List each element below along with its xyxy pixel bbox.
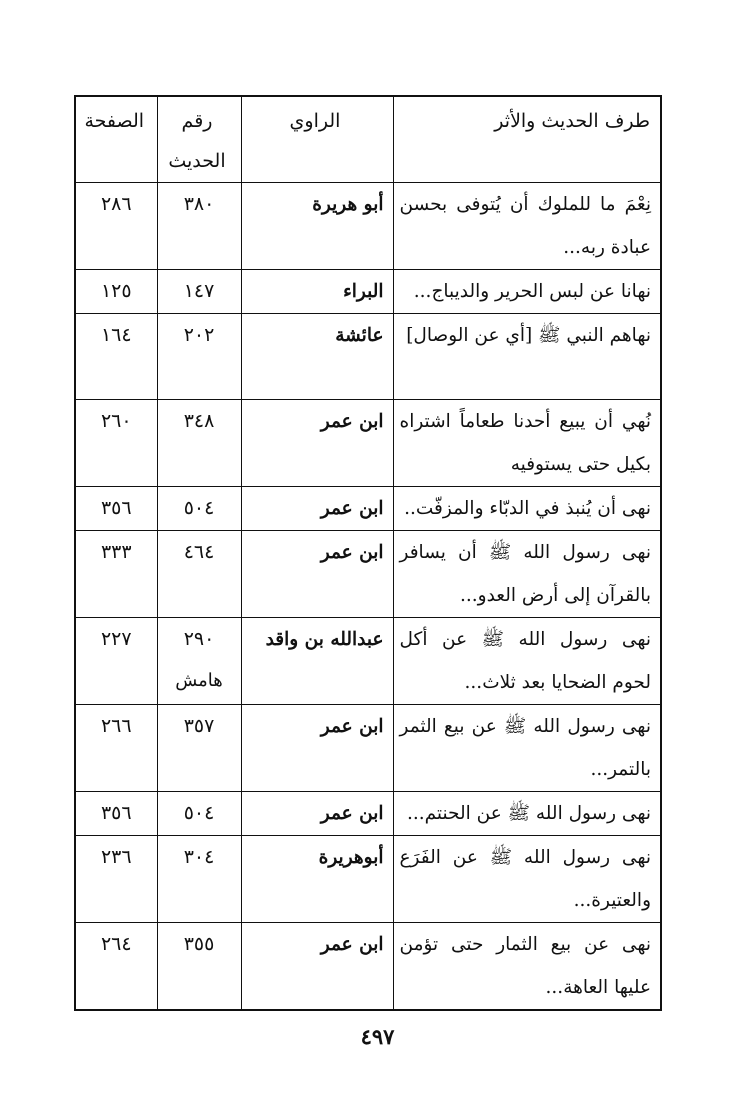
table-row [75,922,661,1010]
hadith-cell: نُهي أن يبيع أحدنا طعاماً اشتراه بكيل حتى يستوفيه [393,399,661,486]
table-row [75,486,661,530]
hadith-number-cell: ٥٠٤ [157,791,241,835]
page-cell: ٣٣٣ [75,530,157,617]
hadith-number-cell: ٣٤٨ [157,399,241,486]
rawi-cell: ابن عمر [241,922,393,1010]
page-cell: ١٢٥ [75,269,157,313]
table-row [75,182,661,269]
hadith-number-cell: ٣٥٥ [157,922,241,1010]
page-cell: ٣٥٦ [75,486,157,530]
rawi-cell: عبدالله بن واقد [241,617,393,704]
hadith-cell: نهى أن يُنبذ في الدبّاء والمزفّت.. [393,486,661,530]
hadith-cell: نهى رسول الله ﷺ عن الحنتم... [393,791,661,835]
table-row [75,617,661,704]
hadith-cell: نهى عن بيع الثمار حتى تؤمن عليها العاهة... [393,922,661,1010]
page-cell: ٢٣٦ [75,835,157,922]
table-row [75,313,661,399]
hadith-cell: نهى رسول الله ﷺ عن بيع الثمر بالتمر... [393,704,661,791]
hadith-cell: نهانا عن لبس الحرير والديباج... [393,269,661,313]
table-row [75,530,661,617]
header-hadith-number: رقم الحديث [157,96,241,182]
rawi-cell: أبو هريرة [241,182,393,269]
page-cell: ٣٥٦ [75,791,157,835]
hadith-cell: نهى رسول الله ﷺ عن أكل لحوم الضحايا بعد ثلاث... [393,617,661,704]
page-cell: ٢٦٤ [75,922,157,1010]
rawi-cell: ابن عمر [241,486,393,530]
page-cell: ٢٢٧ [75,617,157,704]
header-page: الصفحة [75,96,157,182]
rawi-cell: ابن عمر [241,530,393,617]
hadith-number-cell: ٣٨٠ [157,182,241,269]
table-header-row [75,96,661,182]
hadith-number-cell: ٥٠٤ [157,486,241,530]
hadith-number-cell: ٢٠٢ [157,313,241,399]
page-cell: ٢٦٦ [75,704,157,791]
hadith-number-cell: ٣٠٤ [157,835,241,922]
table-row [75,835,661,922]
page-number: ٤٩٧ [360,1024,395,1049]
hadith-number-cell: ٢٩٠ هامش [157,617,241,704]
margin-note: هامش [175,669,223,691]
table-row [75,704,661,791]
page-cell: ٢٨٦ [75,182,157,269]
table-row [75,269,661,313]
page-cell: ٢٦٠ [75,399,157,486]
hadith-number-cell: ١٤٧ [157,269,241,313]
hadith-number-cell: ٣٥٧ [157,704,241,791]
rawi-cell: البراء [241,269,393,313]
hadith-index-table [74,95,662,1011]
rawi-cell: ابن عمر [241,791,393,835]
table-row [75,399,661,486]
header-hadith: طرف الحديث والأثر [393,96,661,182]
hadith-number-cell: ٤٦٤ [157,530,241,617]
hadith-cell: نهاهم النبي ﷺ [أي عن الوصال] [393,313,661,399]
hadith-cell: نِعْمَ ما للملوك أن يُتوفى بحسن عبادة ربه... [393,182,661,269]
hadith-cell: نهى رسول الله ﷺ عن الفَرَع والعتيرة... [393,835,661,922]
rawi-cell: ابن عمر [241,704,393,791]
hadith-cell: نهى رسول الله ﷺ أن يسافر بالقرآن إلى أرض العدو... [393,530,661,617]
page-cell: ١٦٤ [75,313,157,399]
rawi-cell: ابن عمر [241,399,393,486]
rawi-cell: أبوهريرة [241,835,393,922]
rawi-cell: عائشة [241,313,393,399]
table-row [75,791,661,835]
header-rawi: الراوي [241,96,393,182]
